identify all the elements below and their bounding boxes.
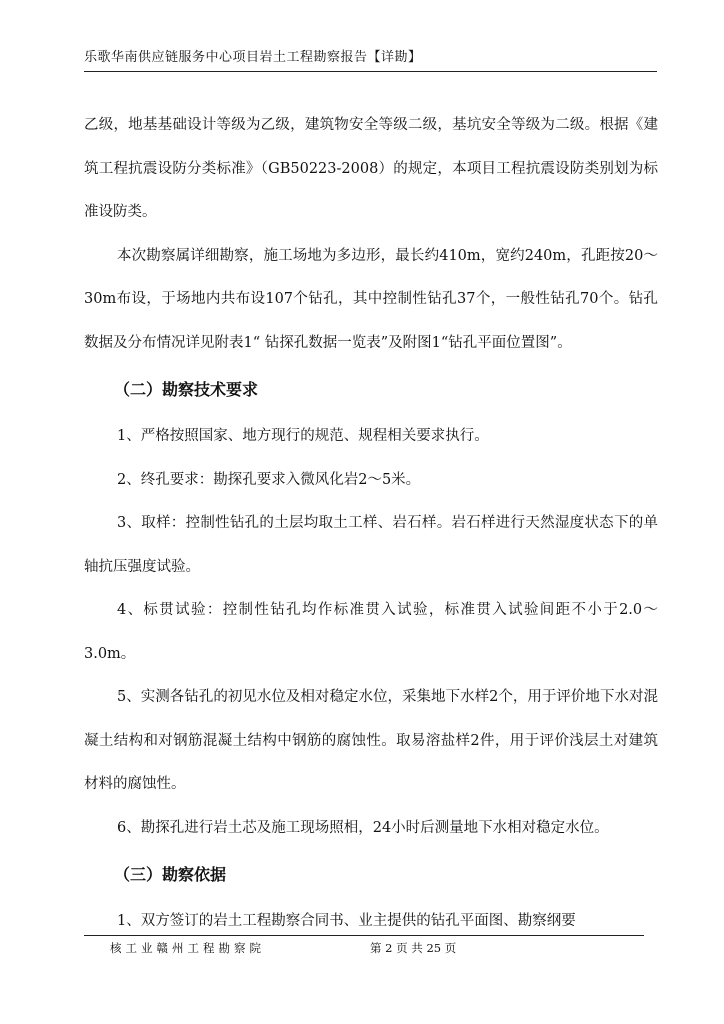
list-item: 1、严格按照国家、地方现行的规范、规程相关要求执行。 <box>117 428 489 444</box>
footer-divider <box>84 935 644 936</box>
document-body <box>84 104 658 944</box>
list-item: 2、终孔要求：勘探孔要求入微风化岩2～5米。 <box>117 471 421 488</box>
section-heading-technical-requirements: （二）勘察技术要求 <box>114 380 259 399</box>
page-header <box>84 46 657 72</box>
footer-page-number: 第 2 页 共 25 页 <box>370 941 457 955</box>
list-item: 1、双方签订的岩土工程勘察合同书、业主提供的钻孔平面图、勘察纲要 <box>117 913 576 929</box>
list-item: 6、勘探孔进行岩土芯及施工现场照相，24小时后测量地下水相对稳定水位。 <box>117 819 609 836</box>
list-item: 3、取样：控制性钻孔的土层均取土工样、岩石样。岩石样进行天然湿度状态下的单轴抗压强度试验。 <box>84 515 658 575</box>
paragraph-survey-scope: 本次勘察属详细勘察，施工场地为多边形，最长约410m，宽约240m，孔距按20～30m布设，于场地内共布设107个钻孔，其中控制性钻孔37个，一般性钻孔70个。钻孔数据及分布情况详见附表1“ 钻探孔数据一览表”及附图1“钻孔平面位置图”。 <box>84 247 658 351</box>
header-title: 乐歌华南供应链服务中心项目岩土工程勘察报告【详勘】 <box>84 50 422 65</box>
footer-organization: 核工业赣州工程勘察院 <box>110 941 265 955</box>
list-item: 5、实测各钻孔的初见水位及相对稳定水位，采集地下水样2个，用于评价地下水对混凝土结构和对钢筋混凝土结构中钢筋的腐蚀性。取易溶盐样2件，用于评价浅层土对建筑材料的腐蚀性。 <box>84 689 658 792</box>
section-heading-survey-basis: （三）勘察依据 <box>114 865 227 884</box>
list-item: 4、标贯试验：控制性钻孔均作标准贯入试验，标准贯入试验间距不小于2.0～3.0m。 <box>84 602 658 662</box>
paragraph-seismic-class: 乙级，地基基础设计等级为乙级，建筑物安全等级二级，基坑安全等级为二级。根据《建筑工程抗震设防分类标准》（GB50223-2008）的规定，本项目工程抗震设防类别划为标准设防类。 <box>84 117 658 220</box>
